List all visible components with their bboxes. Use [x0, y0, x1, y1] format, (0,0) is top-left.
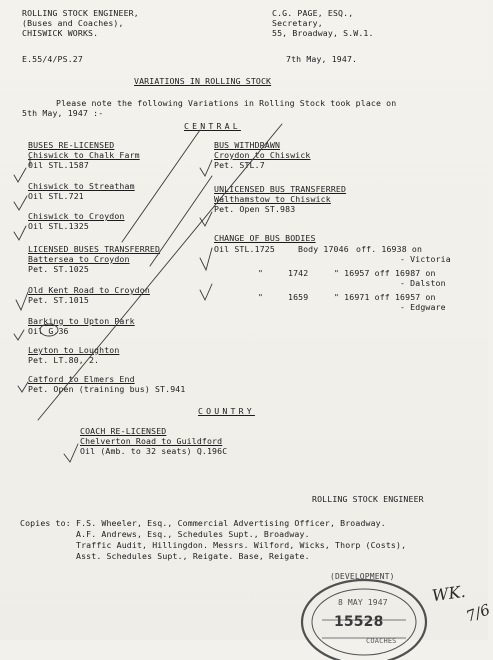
stamp-number: 15528 — [334, 614, 384, 630]
recipient-line-2: Secretary, — [272, 18, 323, 28]
sender-line-2: (Buses and Coaches), — [22, 18, 124, 28]
intro-line-1: Please note the following Variations in Rolling Stock took place on — [56, 98, 397, 108]
left-group-7-line-2: Pet. LT.80, 2. — [28, 355, 100, 365]
body-change-1-body: Body 17046 — [298, 244, 349, 254]
signature-block: ROLLING STOCK ENGINEER — [312, 494, 424, 504]
body-change-1-off: off. 16938 on — [356, 244, 423, 254]
left-group-1-line-1: BUSES RE-LICENSED — [28, 140, 115, 150]
left-group-6-line-1: Barking to Upton Park — [28, 316, 135, 326]
intro-line-2: 5th May, 1947 :- — [22, 108, 104, 118]
right-group-2-line-2: Walthamstow to Chiswick — [214, 194, 331, 204]
letter-date: 7th May, 1947. — [286, 54, 358, 64]
left-group-1-line-2: Chiswick to Chalk Farm — [28, 150, 140, 160]
tick-mark-2 — [14, 196, 27, 210]
tick-mark-5 — [14, 330, 24, 340]
right-group-1-line-2: Croydon to Chiswick — [214, 150, 311, 160]
tick-mark-4 — [16, 292, 28, 310]
body-changes-heading: CHANGE OF BUS BODIES — [214, 233, 316, 243]
body-change-2-off: " 16957 off 16987 on — [334, 268, 436, 278]
copies-line-4: Asst. Schedules Supt., Reigate. Base, Reigate. — [76, 551, 310, 561]
copies-line-3: Traffic Audit, Hillingdon. Messrs. Wilford, Wicks, Thorp (Costs), — [76, 540, 407, 550]
country-line-2: Chelverton Road to Guildford — [80, 436, 223, 446]
body-change-3-body: 1659 — [288, 292, 309, 302]
body-change-2-body: 1742 — [288, 268, 309, 278]
left-group-4-line-2: Battersea to Croydon — [28, 254, 130, 264]
left-group-1-line-3: Oil STL.1587 — [28, 160, 89, 170]
copies-line-1: F.S. Wheeler, Esq., Commercial Advertising Officer, Broadway. — [76, 518, 386, 528]
left-group-8-line-2: Pet. Open (training bus) ST.941 — [28, 384, 186, 394]
body-change-3-off: " 16971 off 16957 on — [334, 292, 436, 302]
received-stamp — [292, 566, 462, 656]
stamp-date: 8 MAY 1947 — [338, 598, 388, 607]
stamp-bottom-text: COACHES — [366, 637, 397, 645]
reference-number: E.55/4/PS.27 — [22, 54, 83, 64]
left-group-3-line-1: Chiswick to Croydon — [28, 211, 125, 221]
right-group-2-line-3: Pet. Open ST.983 — [214, 204, 296, 214]
body-change-2-vehicle: " — [258, 268, 264, 278]
tick-mark-6 — [18, 382, 28, 392]
body-change-3-dest: - Edgware — [400, 302, 446, 312]
handwritten-initials: WK. — [430, 581, 467, 606]
left-group-2-line-1: Chiswick to Streatham — [28, 181, 135, 191]
right-group-2-line-1: UNLICENSED BUS TRANSFERRED — [214, 184, 347, 194]
right-group-1-line-1: BUS WITHDRAWN — [214, 140, 281, 150]
country-line-3: Oil (Amb. to 32 seats) Q.196C — [80, 446, 228, 456]
left-group-6-line-2: Oil G.36 — [28, 326, 69, 336]
right-group-1-line-3: Pet. STL.7 — [214, 160, 265, 170]
left-group-8-line-1: Catford to Elmers End — [28, 374, 135, 384]
document-title: VARIATIONS IN ROLLING STOCK — [134, 76, 272, 86]
handwritten-fraction: 7/6 — [463, 600, 493, 626]
tick-mark-9 — [200, 248, 212, 270]
recipient-line-3: 55, Broadway, S.W.1. — [272, 28, 374, 38]
left-group-5-line-1: Old Kent Road to Croydon — [28, 285, 150, 295]
tick-mark-11 — [64, 444, 78, 462]
country-heading: COUNTRY — [198, 406, 255, 416]
body-change-1-vehicle: Oil STL.1725 — [214, 244, 275, 254]
copies-label: Copies to: — [20, 518, 71, 528]
left-group-4-line-3: Pet. ST.1025 — [28, 264, 89, 274]
left-group-7-line-1: Leyton to Loughton — [28, 345, 120, 355]
body-change-3-vehicle: " — [258, 292, 264, 302]
copies-line-2: A.F. Andrews, Esq., Schedules Supt., Broadway. — [76, 529, 310, 539]
left-group-3-line-2: Oil STL.1325 — [28, 221, 89, 231]
central-heading: CENTRAL — [184, 121, 241, 131]
tick-mark-8 — [200, 212, 212, 226]
country-line-1: COACH RE-LICENSED — [80, 426, 167, 436]
body-change-1-dest: - Victoria — [400, 254, 451, 264]
tick-mark-1 — [14, 168, 26, 182]
tick-mark-7 — [200, 160, 212, 176]
tick-mark-10 — [200, 284, 212, 300]
stamp-top-text: (DEVELOPMENT) — [330, 572, 395, 581]
body-change-2-dest: - Dalston — [400, 278, 446, 288]
left-group-2-line-2: Oil STL.721 — [28, 191, 84, 201]
sender-line-1: ROLLING STOCK ENGINEER, — [22, 8, 139, 18]
sender-line-3: CHISWICK WORKS. — [22, 28, 99, 38]
left-group-5-line-2: Pet. ST.1015 — [28, 295, 89, 305]
recipient-line-1: C.G. PAGE, ESQ., — [272, 8, 354, 18]
tick-mark-3 — [14, 226, 26, 240]
left-group-4-line-1: LICENSED BUSES TRANSFERRED — [28, 244, 161, 254]
